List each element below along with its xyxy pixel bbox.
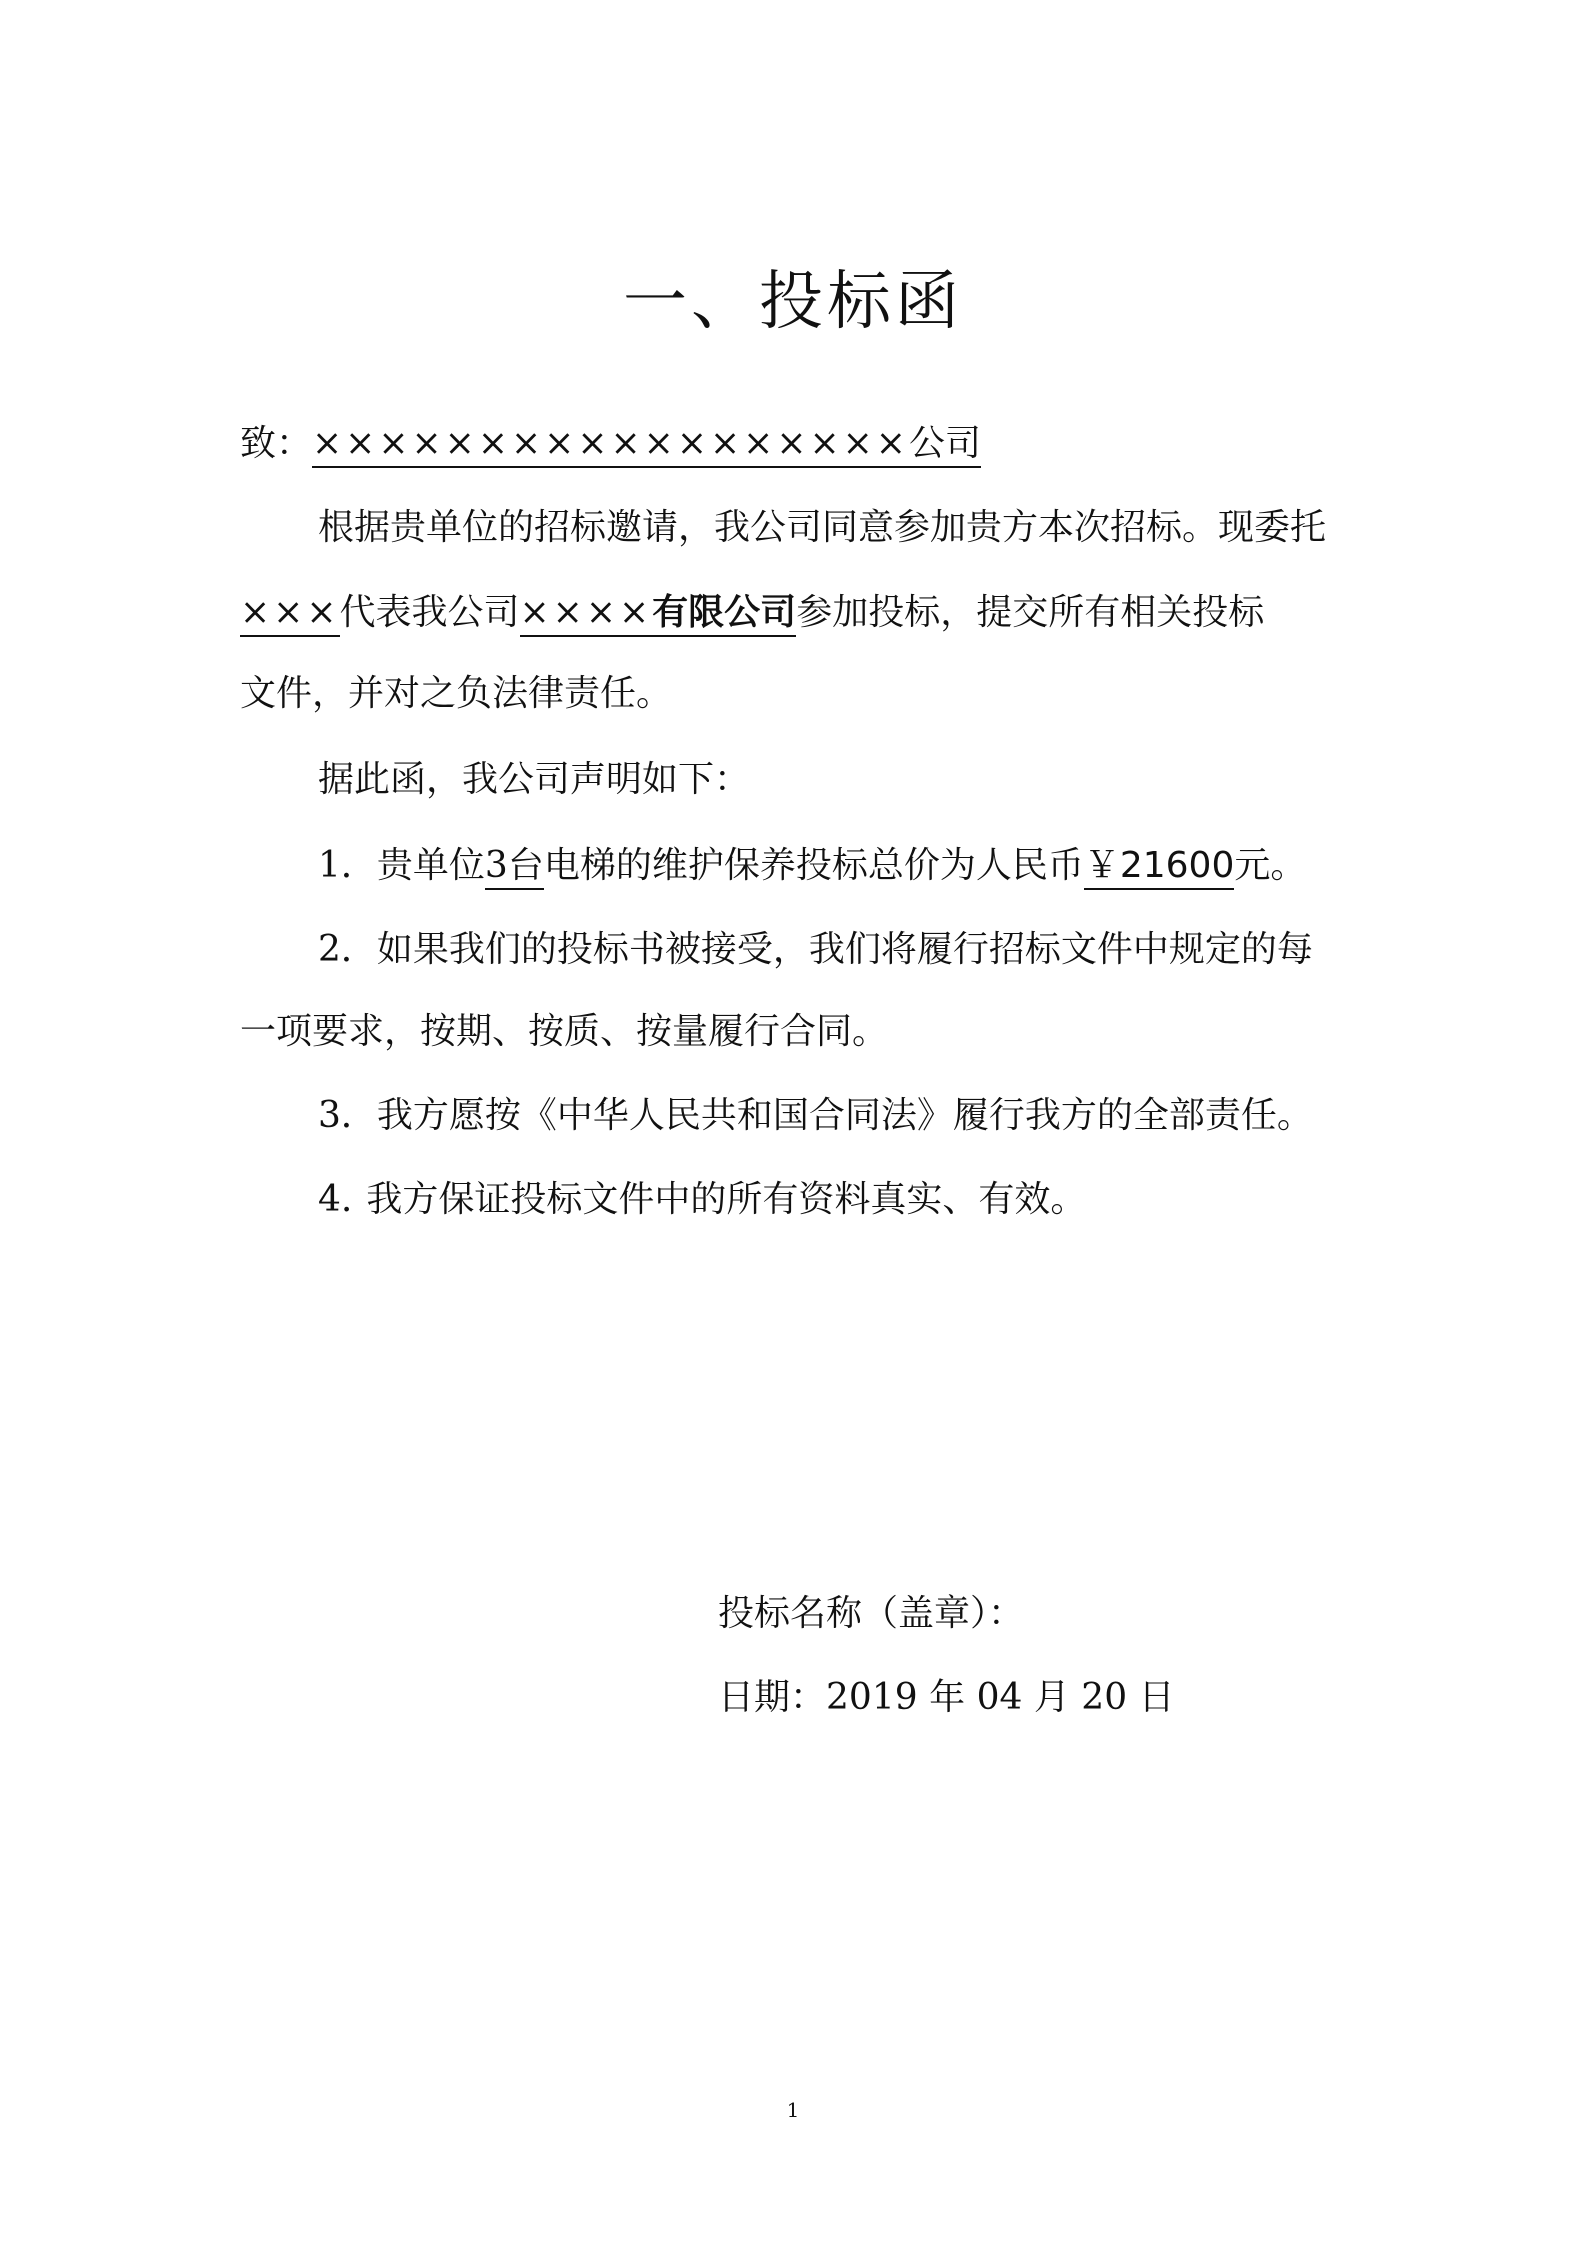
item-1-text-a: 贵单位 xyxy=(376,845,485,886)
recipient-company-suffix: 公司 xyxy=(908,423,981,464)
intro-company xyxy=(520,592,797,637)
recipient-company-placeholder: ×××××××××××××××××× xyxy=(312,423,909,464)
date-line xyxy=(718,1674,1175,1722)
item-3-number: 3． xyxy=(318,1095,377,1136)
item-3-text: 我方愿按《中华人民共和国合同法》履行我方的全部责任。 xyxy=(376,1095,1313,1136)
item-1-quantity: 3台 xyxy=(485,845,544,890)
item-4-text: 我方保证投标文件中的所有资料真实、有效。 xyxy=(366,1179,1087,1220)
item-4 xyxy=(318,1176,1086,1224)
intro-representative: ××× xyxy=(240,592,340,637)
intro-text-a: 代表我公司 xyxy=(339,592,520,633)
item-3 xyxy=(318,1092,1313,1140)
date-year: 2019 xyxy=(826,1677,918,1718)
item-2-line-2: 一项要求，按期、按质、按量履行合同。 xyxy=(240,1011,889,1052)
intro-line-3: 文件，并对之负法律责任。 xyxy=(240,673,673,714)
date-month-unit: 月 xyxy=(1033,1677,1070,1718)
item-1 xyxy=(318,842,1306,890)
intro-line-1: 根据贵单位的招标邀请，我公司同意参加贵方本次招标。现委托 xyxy=(318,507,1327,548)
recipient-line xyxy=(240,420,981,468)
bidder-stamp-label: 投标名称（盖章）： xyxy=(718,1593,1025,1634)
date-year-unit: 年 xyxy=(929,1677,966,1718)
item-4-number: 4. xyxy=(318,1179,353,1220)
item-2-text-1: 如果我们的投标书被接受，我们将履行招标文件中规定的每 xyxy=(376,929,1313,970)
date-month: 04 xyxy=(976,1677,1023,1718)
intro-company-placeholder: ×××× xyxy=(519,592,653,633)
page-number: 1 xyxy=(786,2098,800,2122)
item-1-text-c: 元。 xyxy=(1234,845,1307,886)
item-1-price: ￥21600 xyxy=(1084,845,1235,890)
item-2-number: 2． xyxy=(318,929,377,970)
intro-company-name: 有限公司 xyxy=(652,591,797,633)
item-1-text-b: 电梯的维护保养投标总价为人民币 xyxy=(543,845,1084,886)
recipient-prefix: 致： xyxy=(240,423,313,464)
intro-line-2 xyxy=(240,588,1264,637)
intro-text-b: 参加投标，提交所有相关投标 xyxy=(796,592,1265,633)
date-day-unit: 日 xyxy=(1138,1677,1175,1718)
recipient-company xyxy=(312,423,981,468)
declaration-intro: 据此函，我公司声明如下： xyxy=(318,759,751,800)
page-title: 一、投标函 xyxy=(623,265,963,339)
item-2-line-1 xyxy=(318,926,1313,974)
date-day: 20 xyxy=(1081,1677,1128,1718)
item-1-number: 1． xyxy=(318,845,377,886)
date-label: 日期： xyxy=(718,1677,827,1718)
